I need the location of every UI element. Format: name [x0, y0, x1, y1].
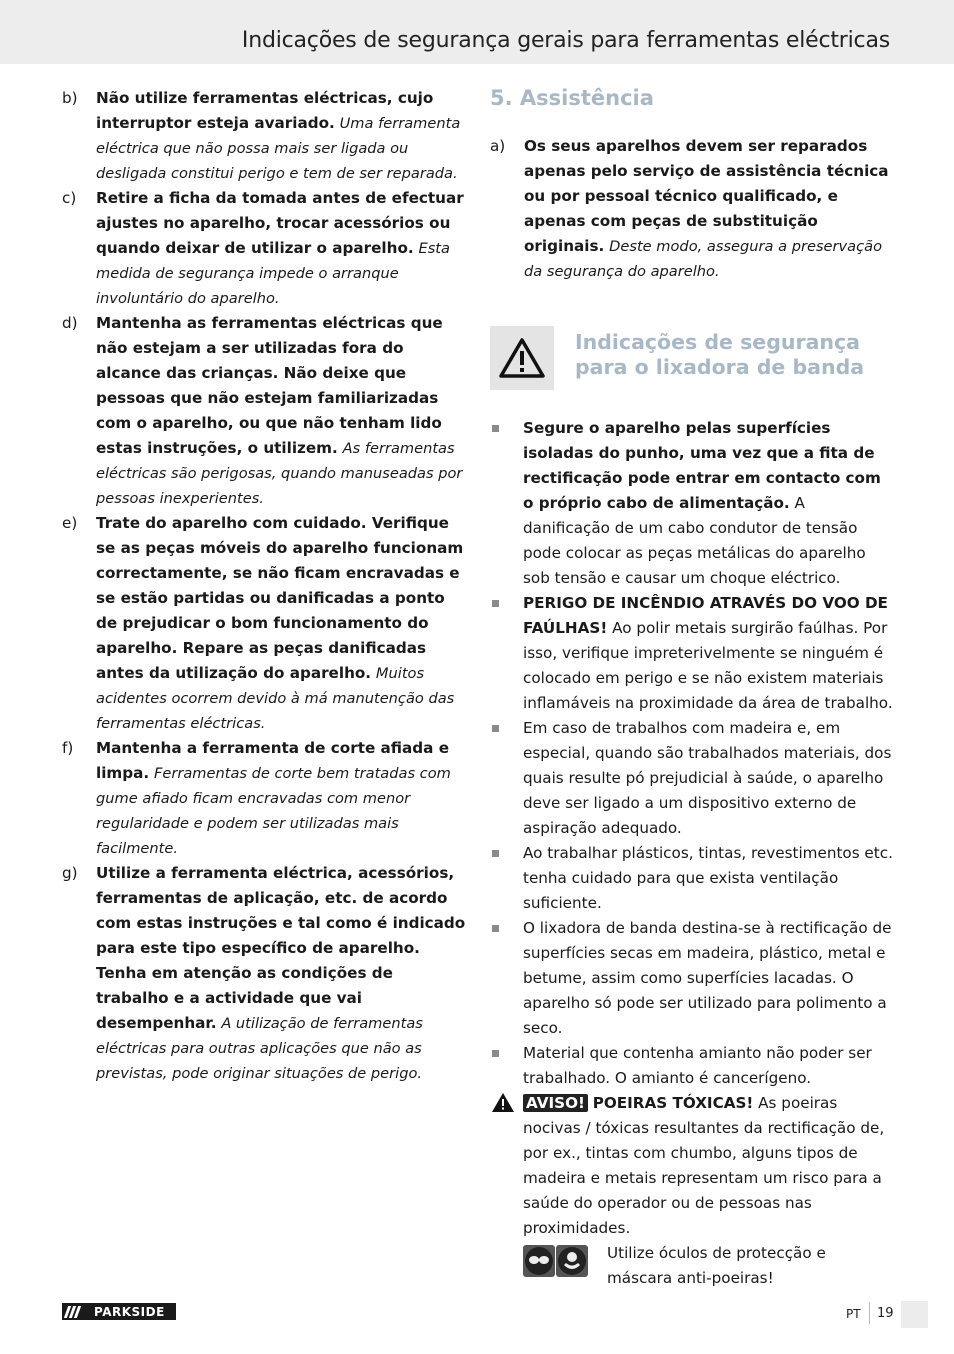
bullet-item	[490, 716, 894, 841]
item-italic-text: Uma ferramenta eléctrica que não possa mais ser ligada ou desligada constitui perigo e tem de ser reparada.	[96, 115, 461, 182]
bullet-square-icon	[492, 725, 499, 732]
item-label: f)	[62, 739, 74, 757]
section-title-assistencia: 5. Assistência	[490, 86, 654, 110]
bullet-text: Em caso de trabalhos com madeira e, em especial, quando são trabalhados materiais, dos quais resulte pó prejudicial à saúde, o aparelho deve ser ligado a um dispositivo externo de aspiração adequado.	[523, 719, 892, 837]
bullet-item	[490, 841, 894, 916]
bullet-bold-text: Segure o aparelho pelas superfícies isoladas do punho, uma vez que a fita de rectificação pode entrar em contacto com o próprio cabo de alimentação.	[523, 419, 881, 512]
bullet-square-icon	[492, 925, 499, 932]
aviso-bold-text: POEIRAS TÓXICAS!	[592, 1094, 754, 1112]
bullet-text: Ao polir metais surgirão faúlhas. Por isso, verifique impreterivelmente se ninguém é colocado em perigo e se não existem materiais inflamáveis na proximidade da área de trabalho.	[523, 619, 893, 712]
list-item-g	[62, 861, 466, 1086]
item-bold-text: Os seus aparelhos devem ser reparados apenas pelo serviço de assistência técnica ou por pessoal técnico qualificado, e apenas com peças de substituição originais.	[524, 137, 889, 255]
ppe-text: Utilize óculos de protecção e máscara anti-poeiras!	[607, 1244, 826, 1287]
bullet-item	[490, 916, 894, 1041]
item-italic-text: Deste modo, assegura a preservação da segurança do aparelho.	[524, 238, 883, 280]
service-item-a	[490, 134, 894, 284]
dust-mask-icon	[556, 1245, 588, 1277]
list-item-d	[62, 311, 466, 511]
warning-triangle-icon	[490, 326, 554, 390]
language-code: PT	[846, 1307, 861, 1321]
item-italic-text: A utilização de ferramentas eléctricas para outras aplicações que não as previstas, pode originar situações de perigo.	[96, 1015, 423, 1082]
aviso-text: As poeiras nocivas / tóxicas resultantes da rectificação de, por ex., tintas com chumbo, alguns tipos de madeira e metais representam um risco para a saúde do operador ou de pessoas nas proximidades.	[523, 1094, 885, 1237]
parkside-logo	[62, 1303, 176, 1320]
footer-tab-box	[901, 1301, 928, 1328]
page-number: 19	[877, 1306, 894, 1321]
item-italic-text: Ferramentas de corte bem tratadas com gume afiado ficam encravadas com menor regularidade e podem ser utilizadas mais facilmente.	[96, 765, 451, 857]
list-item-c	[62, 186, 466, 311]
item-bold-text: Mantenha a ferramenta de corte afiada e limpa.	[96, 739, 449, 782]
bullet-square-icon	[492, 850, 499, 857]
bullet-item	[490, 1041, 894, 1091]
footer-divider	[869, 1302, 870, 1324]
bullet-square-icon	[492, 425, 499, 432]
warning-heading	[575, 330, 864, 380]
item-italic-text: Esta medida de segurança impede o arranque involuntário do aparelho.	[96, 240, 450, 307]
ppe-instruction	[490, 1241, 894, 1291]
item-bold-text: Não utilize ferramentas eléctricas, cujo interruptor esteja avariado.	[96, 89, 434, 132]
right-column	[490, 84, 894, 1291]
warning-heading-line2: para o lixadora de banda	[575, 355, 865, 379]
list-item-f	[62, 736, 466, 861]
page-title: Indicações de segurança gerais para ferramentas eléctricas	[241, 28, 890, 53]
safety-warning-header	[490, 326, 894, 392]
item-label: d)	[62, 314, 78, 332]
safety-bullet-list	[490, 416, 894, 1291]
item-label: b)	[62, 89, 78, 107]
list-item-b	[62, 86, 466, 186]
safety-goggles-icon	[523, 1245, 555, 1277]
logo-stripes-icon	[62, 1303, 94, 1320]
bullet-text: Ao trabalhar plásticos, tintas, revestimentos etc. tenha cuidado para que exista ventilação suficiente.	[523, 844, 893, 912]
list-item-e	[62, 511, 466, 736]
item-bold-text: Mantenha as ferramentas eléctricas que não estejam a ser utilizadas fora do alcance das crianças. Não deixe que pessoas que não estejam familiarizadas com o aparelho, ou que não tenham lido estas instruções, o utilizem.	[96, 314, 443, 457]
bullet-square-icon	[492, 600, 499, 607]
aviso-warning	[490, 1091, 894, 1241]
item-italic-text: Muitos acidentes ocorrem devido à má manutenção das ferramentas eléctricas.	[96, 665, 455, 732]
bullet-text: A danificação de um cabo condutor de tensão pode colocar as peças metálicas do aparelho sob tensão e causar um choque eléctrico.	[523, 494, 866, 587]
bullet-text: Material que contenha amianto não poder ser trabalhado. O amianto é cancerígeno.	[523, 1044, 872, 1087]
logo-text: PARKSIDE	[94, 1304, 165, 1319]
bullet-bold-text: PERIGO DE INCÊNDIO ATRAVÉS DO VOO DE FAÚLHAS!	[523, 594, 888, 637]
item-label: c)	[62, 189, 77, 207]
warning-heading-line1: Indicações de segurança	[575, 330, 860, 354]
item-bold-text: Trate do aparelho com cuidado. Verifique se as peças móveis do aparelho funcionam correctamente, se não ficam encravadas e se estão partidas ou danificadas a ponto de prejudicar o bom funcionamento do aparelho. Repare as peças danificadas antes da utilização do aparelho.	[96, 514, 464, 682]
ppe-icons	[523, 1245, 588, 1277]
item-italic-text: As ferramentas eléctricas são perigosas, quando manuseadas por pessoas inexperientes.	[96, 440, 463, 507]
item-label: a)	[490, 137, 506, 155]
item-bold-text: Retire a ficha da tomada antes de efectuar ajustes no aparelho, trocar acessórios ou quando deixar de utilizar o aparelho.	[96, 189, 464, 257]
bullet-square-icon	[492, 1050, 499, 1057]
item-label: g)	[62, 864, 78, 882]
bullet-item	[490, 591, 894, 716]
bullet-item	[490, 416, 894, 591]
left-column	[62, 86, 466, 1086]
aviso-badge: AVISO!	[523, 1094, 588, 1112]
item-label: e)	[62, 514, 78, 532]
warning-triangle-small-icon	[491, 1092, 515, 1121]
item-bold-text: Utilize a ferramenta eléctrica, acessórios, ferramentas de aplicação, etc. de acordo com estas instruções e tal como é indicado para este tipo específico de aparelho. Tenha em atenção as condições de trabalho e a actividade que vai desempenhar.	[96, 864, 466, 1032]
bullet-text: O lixadora de banda destina-se à rectificação de superfícies secas em madeira, plástico, metal e betume, assim como superfícies lacadas. O aparelho só pode ser utilizado para polimento a seco.	[523, 919, 892, 1037]
